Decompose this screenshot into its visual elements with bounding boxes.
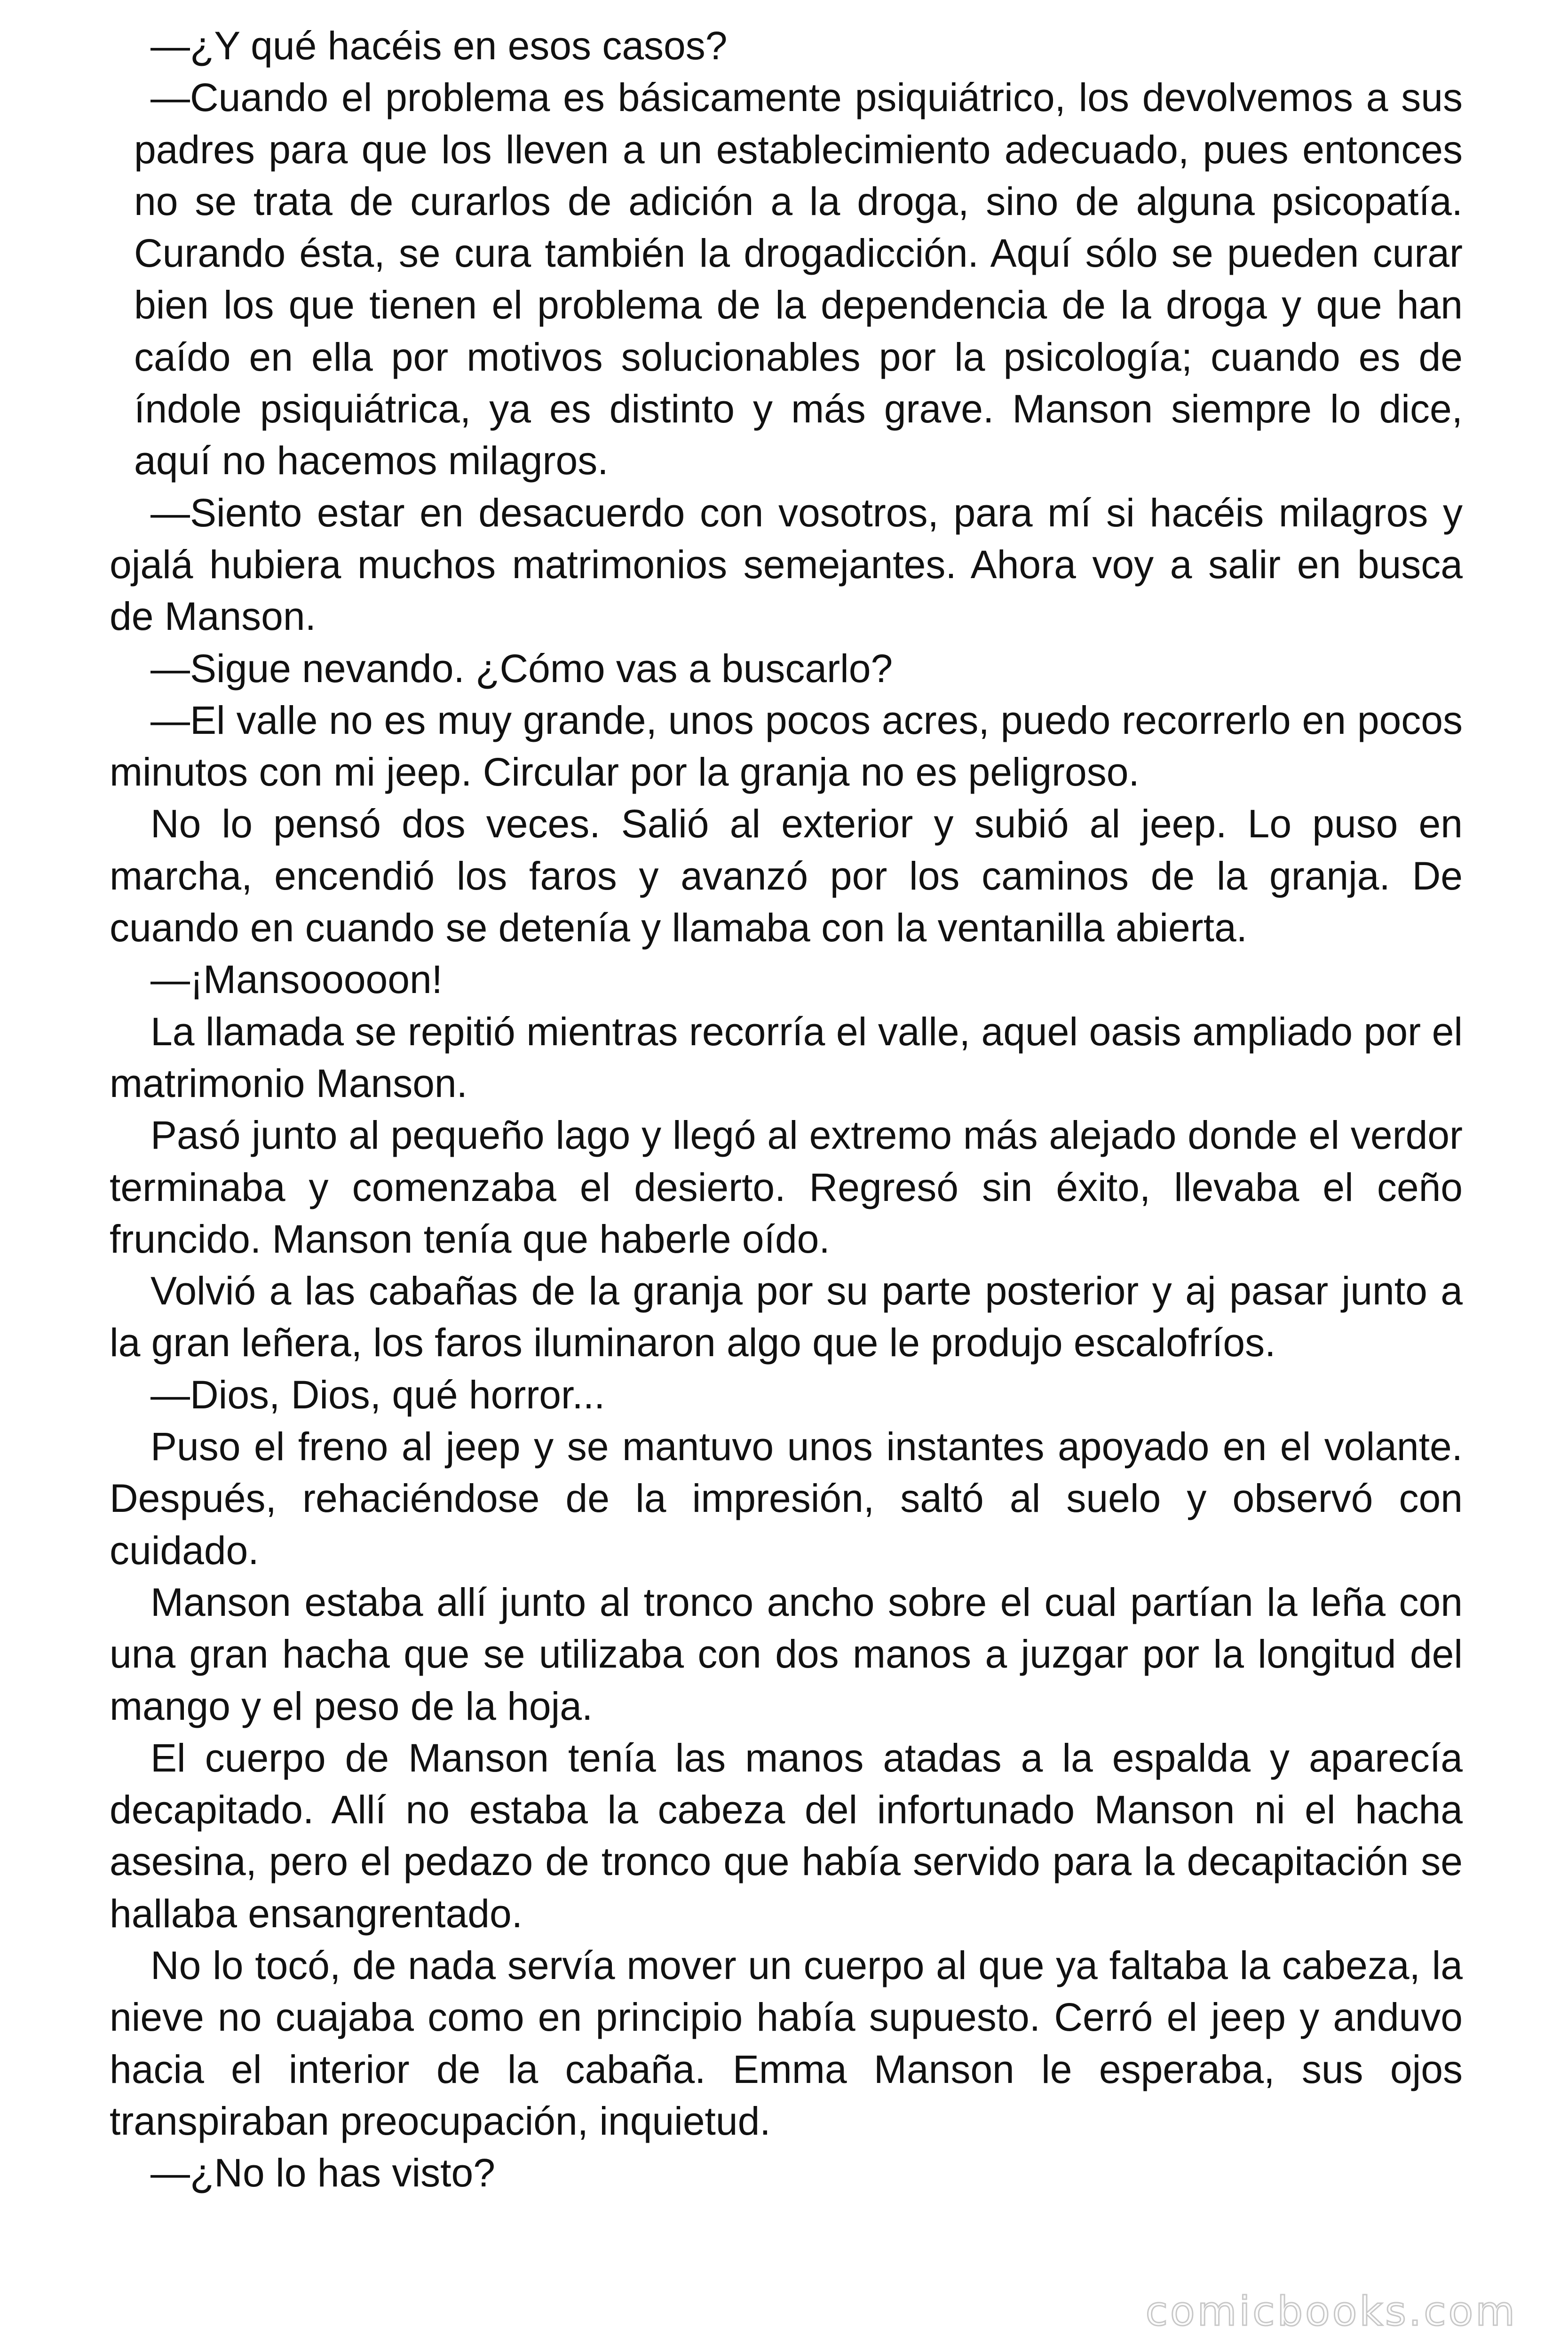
- paragraph: El cuerpo de Manson tenía las manos atadas a la espalda y aparecía decapitado. Allí no estaba la cabeza del infortunado Manson ni el hacha asesina, pero el pedazo de tronco que había servido para la decapitación se hallaba ensangrentado.: [110, 1735, 1463, 1936]
- paragraph: —¿Y qué hacéis en esos casos?: [150, 24, 728, 68]
- paragraph: No lo pensó dos veces. Salió al exterior y subió al jeep. Lo puso en marcha, encendió los faros y avanzó por los caminos de la granja. De cuando en cuando se detenía y llamaba con la ventanilla abierta.: [110, 802, 1463, 950]
- paragraph: —Sigue nevando. ¿Cómo vas a buscarlo?: [150, 646, 893, 691]
- paragraph: La llamada se repitió mientras recorría el valle, aquel oasis ampliado por el matrimonio Manson.: [110, 1009, 1463, 1105]
- body-text: [110, 20, 1463, 2199]
- paragraph: —¡Mansooooon!: [150, 957, 443, 1002]
- paragraph: Puso el freno al jeep y se mantuvo unos instantes apoyado en el volante. Después, rehaciéndose de la impresión, saltó al suelo y observó con cuidado.: [110, 1424, 1463, 1573]
- paragraph: —¿No lo has visto?: [150, 2151, 495, 2195]
- paragraph: No lo tocó, de nada servía mover un cuerpo al que ya faltaba la cabeza, la nieve no cuajaba como en principio había supuesto. Cerró el jeep y anduvo hacia el interior de la cabaña. Emma Manson le esperaba, sus ojos transpiraban preocupación, inquietud.: [110, 1943, 1463, 2143]
- paragraph: —Dios, Dios, qué horror...: [150, 1372, 605, 1417]
- paragraph: —El valle no es muy grande, unos pocos acres, puedo recorrerlo en pocos minutos con mi jeep. Circular por la granja no es peligroso.: [110, 698, 1463, 795]
- paragraph: Volvió a las cabañas de la granja por su parte posterior y aj pasar junto a la gran leñera, los faros iluminaron algo que le produjo escalofríos.: [110, 1269, 1463, 1365]
- paragraph: Pasó junto al pequeño lago y llegó al extremo más alejado donde el verdor terminaba y comenzaba el desierto. Regresó sin éxito, llevaba el ceño fruncido. Manson tenía que haberle oído.: [110, 1113, 1463, 1261]
- paragraph: —Siento estar en desacuerdo con vosotros, para mí si hacéis milagros y ojalá hubiera muchos matrimonios semejantes. Ahora voy a salir en busca de Manson.: [110, 490, 1463, 639]
- watermark: comicbooks.com: [1145, 2288, 1517, 2335]
- paragraph: Manson estaba allí junto al tronco ancho sobre el cual partían la leña con una gran hacha que se utilizaba con dos manos a juzgar por la longitud del mango y el peso de la hoja.: [110, 1580, 1463, 1728]
- paragraph: —Cuando el problema es básicamente psiquiátrico, los devolvemos a sus padres para que los lleven a un establecimiento adecuado, pues entonces no se trata de curarlos de adición a la droga, sino de alguna psicopatía. Curando ésta, se cura también la drogadicción. Aquí sólo se pueden curar bien los que tienen el problema de la dependencia de la droga y que han caído en ella por motivos solucionables por la psicología; cuando es de índole psiquiátrica, ya es distinto y más grave. Manson siempre lo dice, aquí no hacemos milagros.: [134, 75, 1463, 483]
